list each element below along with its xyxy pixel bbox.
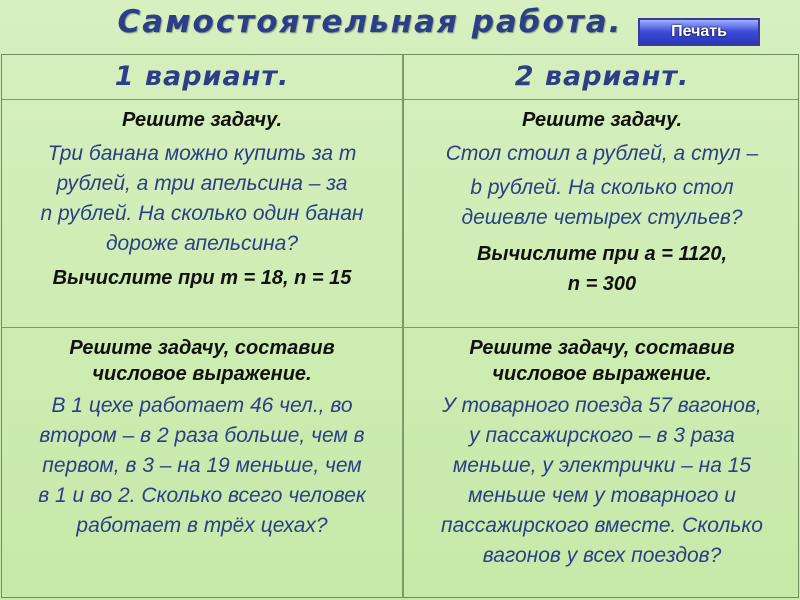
calc-instruction — [2, 263, 402, 293]
task-heading — [404, 335, 800, 387]
task-line: первом, в 3 – на 19 меньше, чем — [42, 454, 362, 477]
variant-2-header: 2 вариант. — [514, 61, 690, 92]
task-heading: Решите задачу. — [521, 109, 683, 131]
task-line: пассажирского вместе. Сколько — [441, 514, 763, 537]
variant-2-task-2 — [404, 335, 800, 571]
variant-1-task-2 — [2, 335, 402, 541]
task-line: вагонов у всех поездов? — [482, 544, 722, 567]
print-button-label: Печать — [671, 23, 727, 40]
task-line: В 1 цехе работает 46 чел., во — [51, 394, 353, 417]
variant-1-header: 1 вариант. — [114, 61, 290, 92]
task-line: Три банана можно купить за m — [47, 142, 357, 165]
task-line: рублей, а три апельсина – за — [56, 172, 348, 195]
task-line: втором – в 2 раза больше, чем в — [39, 424, 365, 447]
row-divider — [2, 327, 798, 328]
task-line: У товарного поезда 57 вагонов, — [442, 394, 762, 417]
task-text — [404, 139, 800, 233]
header-divider — [2, 99, 798, 100]
calc-instruction — [404, 239, 800, 299]
task-line: меньше чем у товарного и — [468, 484, 736, 507]
task-line: меньше, у электрички – на 15 — [452, 454, 752, 477]
task-text — [404, 391, 800, 571]
task-line: в 1 и во 2. Сколько всего человек — [38, 484, 366, 507]
print-button[interactable] — [638, 18, 760, 46]
task-text — [2, 139, 402, 259]
task-line: работает в трёх цехах? — [76, 514, 328, 537]
task-line: b рублей. На сколько стол — [470, 176, 734, 199]
calc-line: n = 300 — [567, 273, 637, 295]
heading-line: числовое выражение. — [92, 363, 312, 385]
task-line: n рублей. На сколько один банан — [40, 202, 364, 225]
heading-line: числовое выражение. — [492, 363, 712, 385]
assignment-table — [1, 54, 799, 598]
task-heading: Решите задачу. — [121, 109, 283, 131]
task-line: дешевле четырех стульев? — [461, 206, 743, 229]
task-line: Стол стоил а рублей, а стул – — [445, 142, 759, 165]
task-text — [2, 391, 402, 541]
calc-line: Вычислите при m = 18, n = 15 — [52, 267, 352, 289]
task-heading — [2, 335, 402, 387]
calc-line: Вычислите при а = 1120, — [476, 243, 728, 265]
variant-1-task-1 — [2, 107, 402, 293]
heading-line: Решите задачу, составив — [469, 337, 735, 359]
task-line: у пассажирского – в 3 раза — [469, 424, 735, 447]
page-title: Самостоятельная работа. — [117, 4, 623, 40]
heading-line: Решите задачу, составив — [69, 337, 335, 359]
task-line: дороже апельсина? — [105, 232, 299, 255]
variant-2-task-1 — [404, 107, 800, 299]
